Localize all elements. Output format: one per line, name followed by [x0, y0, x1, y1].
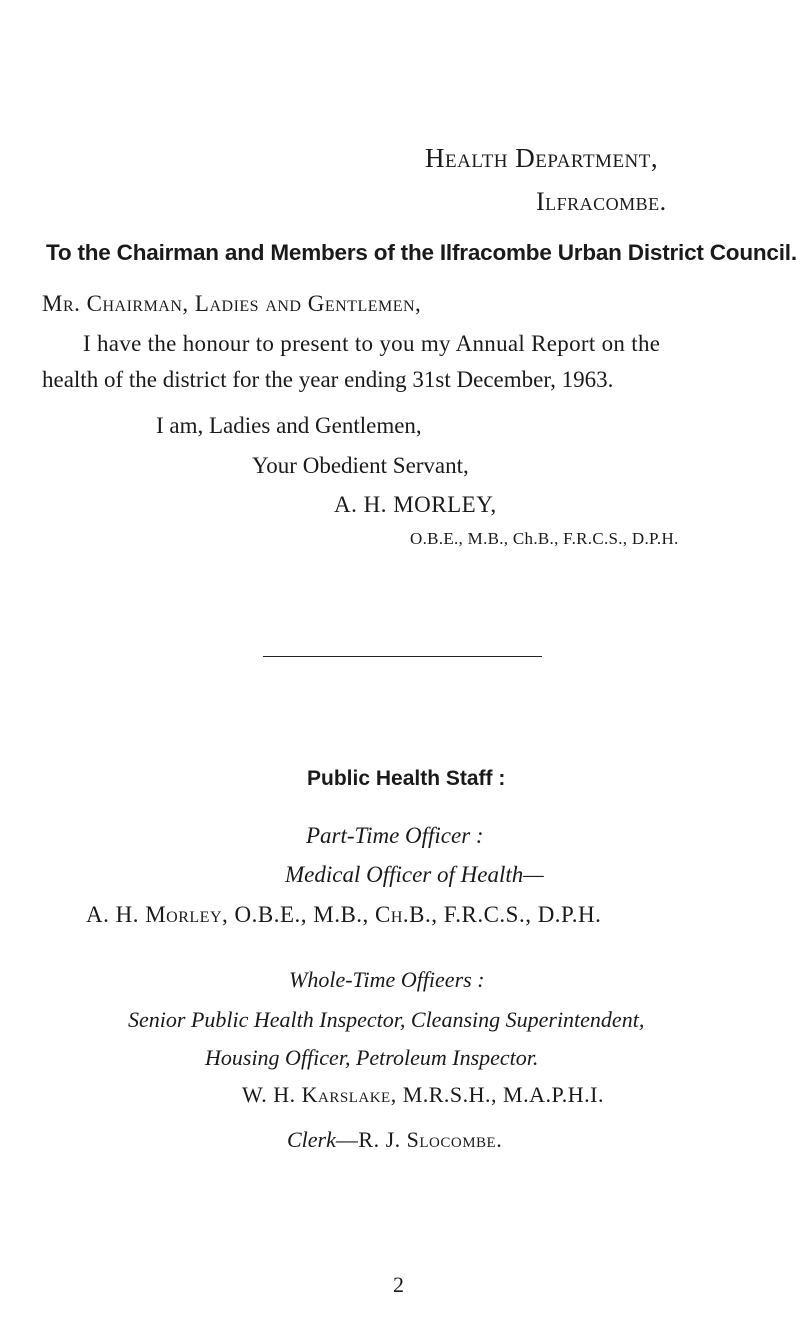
part-time-heading: Part-Time Officer :: [306, 823, 484, 848]
header-department: Health Department,: [425, 143, 659, 173]
staff-heading: Public Health Staff :: [307, 767, 506, 790]
clerk-label: Clerk: [287, 1127, 336, 1152]
body-line-1: I have the honour to present to you my Annual Report on the: [83, 331, 661, 356]
closing-line-2: Your Obedient Servant,: [252, 453, 469, 478]
page-number: 2: [393, 1272, 404, 1297]
section-divider: [263, 656, 542, 657]
part-time-role: Medical Officer of Health—: [285, 862, 544, 887]
whole-time-roles-line-2: Housing Officer, Petroleum Inspector.: [205, 1045, 539, 1070]
header-town: Ilfracombe.: [536, 187, 667, 216]
signatory-name: A. H. MORLEY,: [334, 492, 497, 517]
whole-time-name: W. H. Karslake, M.R.S.H., M.A.P.H.I.: [242, 1082, 605, 1107]
salutation: Mr. Chairman, Ladies and Gentlemen,: [42, 291, 422, 316]
whole-time-heading: Whole-Time Offieers :: [289, 967, 485, 992]
body-line-2: health of the district for the year ending 31st December, 1963.: [42, 367, 614, 392]
signatory-qualifications: O.B.E., M.B., Ch.B., F.R.C.S., D.P.H.: [410, 529, 679, 548]
part-time-name: A. H. Morley, O.B.E., M.B., Ch.B., F.R.C.S., D.P.H.: [86, 902, 602, 927]
addressee: To the Chairman and Members of the Ilfracombe Urban District Council.: [46, 240, 797, 265]
clerk-name: —R. J. Slocombe.: [335, 1127, 503, 1152]
closing-line-1: I am, Ladies and Gentlemen,: [156, 413, 422, 438]
whole-time-roles-line-1: Senior Public Health Inspector, Cleansing Superintendent,: [128, 1007, 645, 1032]
clerk-line: [287, 1127, 502, 1153]
